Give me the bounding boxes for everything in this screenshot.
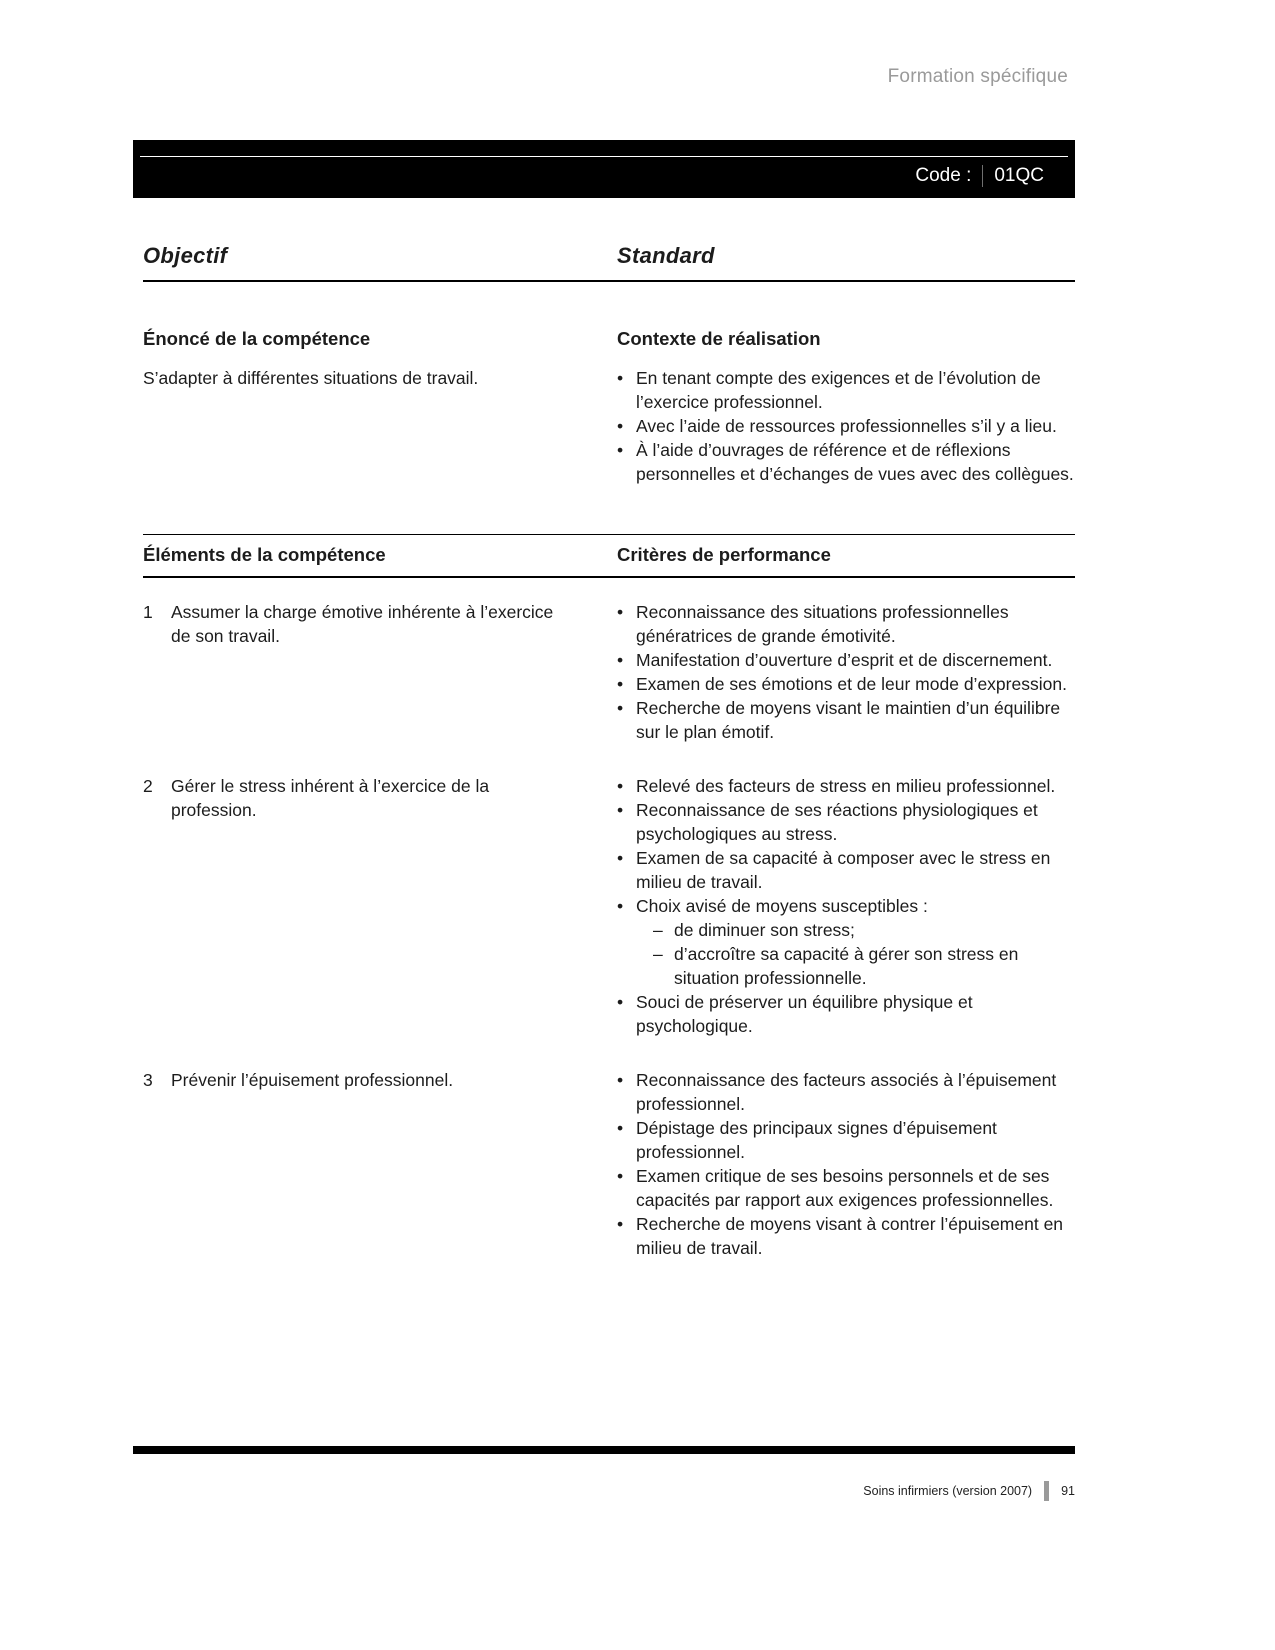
bullet-icon bbox=[617, 366, 636, 390]
list-item-text: En tenant compte des exigences et de l’évolution de l’exercice professionnel. bbox=[636, 368, 1041, 412]
bullet-icon bbox=[617, 1164, 636, 1188]
list-item-text: Reconnaissance des facteurs associés à l’épuisement professionnel. bbox=[636, 1070, 1057, 1114]
list-item bbox=[617, 774, 1075, 798]
element-number: 1 bbox=[143, 602, 153, 622]
section-note: Formation spécifique bbox=[887, 66, 1068, 87]
list-item-text: Relevé des facteurs de stress en milieu professionnel. bbox=[636, 776, 1056, 796]
element-number: 2 bbox=[143, 776, 153, 796]
list-item bbox=[617, 414, 1075, 438]
list-item bbox=[617, 798, 1075, 846]
competence-body bbox=[143, 366, 1075, 486]
sub-list-item-text: de diminuer son stress; bbox=[674, 920, 855, 940]
elements-headings bbox=[143, 534, 1075, 578]
list-item bbox=[617, 366, 1075, 414]
column-titles bbox=[143, 243, 1075, 282]
sub-list-item bbox=[636, 942, 1075, 990]
footer-source: Soins infirmiers (version 2007) bbox=[863, 1484, 1033, 1498]
list-item bbox=[617, 696, 1075, 744]
enonce-heading: Énoncé de la compétence bbox=[143, 328, 371, 349]
enonce-text: S’adapter à différentes situations de travail. bbox=[143, 368, 479, 388]
contexte-bullets bbox=[617, 366, 1075, 486]
element-text: Prévenir l’épuisement professionnel. bbox=[171, 1070, 454, 1090]
bullet-icon bbox=[617, 438, 636, 462]
document-content bbox=[143, 243, 1075, 1260]
element-text: Gérer le stress inhérent à l’exercice de la profession. bbox=[171, 776, 490, 820]
bullet-icon bbox=[617, 990, 636, 1014]
dash-icon bbox=[653, 942, 674, 966]
page-footer bbox=[863, 1481, 1075, 1501]
element-statement bbox=[143, 774, 617, 822]
bullet-icon bbox=[617, 798, 636, 822]
footer-rule bbox=[133, 1446, 1075, 1454]
code-value: 01QC bbox=[994, 165, 1044, 186]
list-item-text: Reconnaissance des situations professionnelles génératrices de grande émotivité. bbox=[636, 602, 1009, 646]
list-item-text: Choix avisé de moyens susceptibles : bbox=[636, 896, 928, 916]
element-item-1 bbox=[143, 600, 1075, 744]
sub-list-item-text: d’accroître sa capacité à gérer son stress en situation professionnelle. bbox=[674, 944, 1019, 988]
code-divider bbox=[982, 165, 983, 187]
list-item bbox=[617, 1068, 1075, 1116]
list-item bbox=[617, 894, 1075, 990]
element-statement bbox=[143, 1068, 617, 1092]
contexte-heading: Contexte de réalisation bbox=[617, 328, 821, 349]
standard-title: Standard bbox=[617, 243, 715, 268]
code-label: Code : bbox=[915, 165, 972, 186]
criteria-list bbox=[617, 1068, 1075, 1260]
bullet-icon bbox=[617, 696, 636, 720]
criteres-heading: Critères de performance bbox=[617, 544, 831, 565]
element-item-3 bbox=[143, 1068, 1075, 1260]
sub-list-item bbox=[636, 918, 1075, 942]
footer-divider bbox=[1044, 1481, 1049, 1501]
list-item-text: Examen de ses émotions et de leur mode d’expression. bbox=[636, 674, 1067, 694]
dash-icon bbox=[653, 918, 674, 942]
bullet-icon bbox=[617, 414, 636, 438]
bullet-icon bbox=[617, 774, 636, 798]
list-item-text: Recherche de moyens visant à contrer l’épuisement en milieu de travail. bbox=[636, 1214, 1064, 1258]
bullet-icon bbox=[617, 672, 636, 696]
element-item-2 bbox=[143, 774, 1075, 1038]
criteria-list bbox=[617, 600, 1075, 744]
criteria-list bbox=[617, 774, 1075, 1038]
list-item-text: Reconnaissance de ses réactions physiologiques et psychologiques au stress. bbox=[636, 800, 1038, 844]
bullet-icon bbox=[617, 600, 636, 624]
list-item bbox=[617, 846, 1075, 894]
bullet-icon bbox=[617, 846, 636, 870]
bullet-icon bbox=[617, 894, 636, 918]
page-number: 91 bbox=[1061, 1484, 1075, 1498]
list-item-text: Examen critique de ses besoins personnels et de ses capacités par rapport aux exigences professionnelles. bbox=[636, 1166, 1054, 1210]
list-item-text: Souci de préserver un équilibre physique et psychologique. bbox=[636, 992, 973, 1036]
bullet-icon bbox=[617, 1212, 636, 1236]
code-row bbox=[915, 165, 1044, 187]
list-item-with-subs bbox=[636, 894, 1075, 990]
list-item-text: Dépistage des principaux signes d’épuisement professionnel. bbox=[636, 1118, 997, 1162]
element-statement bbox=[143, 600, 617, 648]
list-item-text: Manifestation d’ouverture d’esprit et de discernement. bbox=[636, 650, 1053, 670]
list-item-text: Examen de sa capacité à composer avec le stress en milieu de travail. bbox=[636, 848, 1051, 892]
code-bar-rule bbox=[140, 156, 1068, 157]
element-text: Assumer la charge émotive inhérente à l’exercice de son travail. bbox=[171, 602, 554, 646]
bullet-icon bbox=[617, 1116, 636, 1140]
objectif-title: Objectif bbox=[143, 243, 228, 268]
list-item bbox=[617, 672, 1075, 696]
list-item-text: À l’aide d’ouvrages de référence et de réflexions personnelles et d’échanges de vues avec des collègues. bbox=[636, 440, 1074, 484]
competence-headings bbox=[143, 328, 1075, 350]
list-item bbox=[617, 600, 1075, 648]
list-item bbox=[617, 990, 1075, 1038]
bullet-icon bbox=[617, 648, 636, 672]
list-item bbox=[617, 1116, 1075, 1164]
code-header-bar bbox=[133, 140, 1075, 198]
list-item bbox=[617, 1164, 1075, 1212]
list-item-text: Recherche de moyens visant le maintien d’un équilibre sur le plan émotif. bbox=[636, 698, 1061, 742]
list-item bbox=[617, 438, 1075, 486]
list-item bbox=[617, 1212, 1075, 1260]
element-number: 3 bbox=[143, 1070, 153, 1090]
list-item bbox=[617, 648, 1075, 672]
elements-heading: Éléments de la compétence bbox=[143, 544, 386, 565]
list-item-text: Avec l’aide de ressources professionnelles s’il y a lieu. bbox=[636, 416, 1057, 436]
bullet-icon bbox=[617, 1068, 636, 1092]
